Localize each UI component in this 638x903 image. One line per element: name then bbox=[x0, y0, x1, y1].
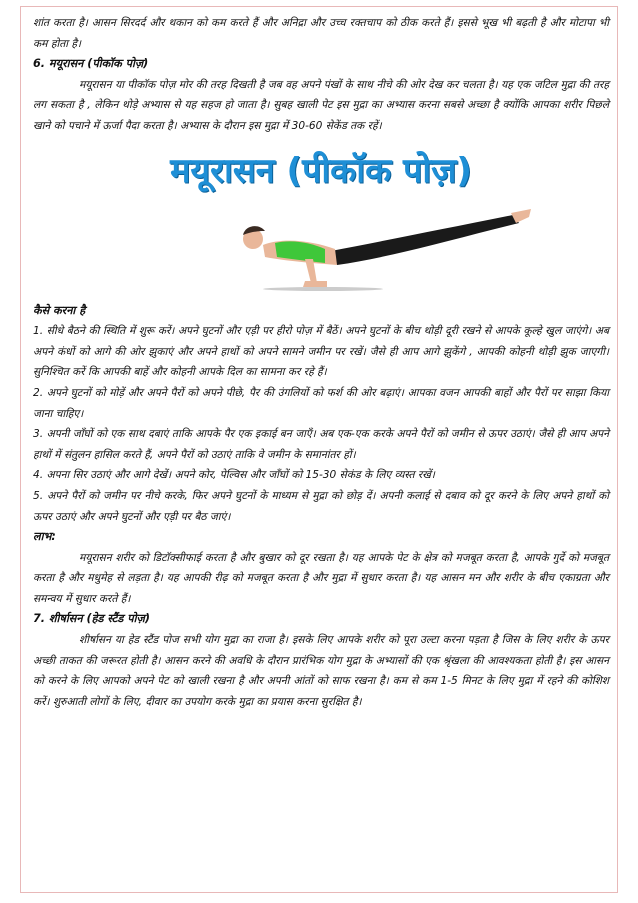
benefits-paragraph: मयूरासन शरीर को डिटॉक्सीफाई करता है और बुखार को दूर रखता है। यह आपके पेट के क्षेत्र को मजबूत करता है, आपके गुर्दे को मजबूत करता है और मधुमेह से लड़ता है। यह आपकी रीढ़ को मजबूत करता है और मुद्रा में सुधार करता है। यह आसन मन और शरीर के बीच एकाग्रता और समन्वय में सुधार करते हैं। bbox=[33, 551, 609, 605]
mayurasana-description: मयूरासन या पीकॉक पोज़ मोर की तरह दिखती है जब वह अपने पंखों के साथ नीचे की ओर देख कर चलता है। यह एक जटिल मुद्रा की तरह लग सकता है , लेकिन थोड़े अभ्यास से यह सहज हो जाता है। सुबह खाली पेट इस मुद्रा का अभ्यास करना सबसे अच्छा है क्योंकि आपका शरीर पिछले खाने को पचाने में ऊर्जा पैदा करता है। अभ्यास के दौरान इस मुद्रा में 30-60 सेकेंड तक रहें। bbox=[33, 78, 609, 132]
shirshasana-description: शीर्षासन या हेड स्टैंड पोज सभी योग मुद्रा का राजा है। इसके लिए आपके शरीर को पूरा उल्टा करना पड़ता है जिस के लिए शरीर के ऊपर अच्छी ताकत की जरूरत होती है। आसन करने की अवधि के दौरान प्रारंभिक योग मुद्रा के अभ्यासों की एक श्रृंखला की आवश्यकता होती है। इस आसन को करने के लिए आपको अपने पेट को खाली रखना है और अपनी आंतों को साफ रखना है। कम से कम 1-5 मिनट के लिए मुद्रा में रहने की कोशिश करें। शुरुआती लोगों के लिए, दीवार का उपयोग करके मुद्रा का प्रयास करना सुरक्षित है। bbox=[33, 634, 609, 708]
step-2: 2. अपने घुटनों को मोड़ें और अपने पैरों को अपने पीछे, पैर की उंगलियों को फर्श की ओर बढ़ाएं। आपका वजन आपकी बाहों और पैरों पर साझा किया जाना चाहिए। bbox=[33, 386, 609, 420]
shirshasana-heading: 7. शीर्षासन (हेड स्टैंड पोज़) bbox=[33, 612, 150, 626]
peacock-pose-illustration bbox=[213, 201, 533, 291]
benefits-heading: लाभ: bbox=[33, 530, 56, 544]
intro-paragraph: शांत करता है। आसन सिरदर्द और थकान को कम करते हैं और अनिद्रा और उच्च रक्तचाप को ठीक करते हैं। इससे भूख भी बढ़ती है और मोटापा भी कम होता है। bbox=[33, 17, 609, 50]
step-5: 5. अपने पैरों को जमीन पर नीचे करके, फिर अपने घुटनों के माध्यम से मुद्रा को छोड़ दें। अपनी कलाई से दबाव को दूर करने के लिए अपने हाथों को ऊपर उठाएं और अपने घुटनों और एड़ी पर बैठ जाएं। bbox=[33, 489, 609, 523]
step-4: 4. अपना सिर उठाएं और आगे देखें। अपने कोर, पेल्विस और जाँघों को 15-30 सेकंड के लिए व्यस्त रखें। bbox=[33, 469, 435, 482]
how-to-heading: कैसे करना है bbox=[33, 303, 86, 317]
document-page bbox=[20, 6, 618, 893]
figure-title: मयूरासन (पीकॉक पोज़) bbox=[170, 150, 472, 191]
step-1: 1. सीधे बैठने की स्थिति में शुरू करें। अपने घुटनों और एड़ी पर हीरो पोज़ में बैठें। अपने घुटनों के बीच थोड़ी दूरी रखने से आपके कूल्हे खुल जाएंगे। अब अपने कंधों को आगे की ओर झुकाएं और अपने हाथों को अपने सामने जमीन पर रखें। जैसे ही आप आगे झुकेंगे , आपकी कोहनी थोड़ी झुक जाएगी। सुनिश्चित करें कि आपकी बाहें और कोहनी आपके दिल का सामना कर रहे हैं। bbox=[33, 325, 609, 379]
mayurasana-heading: 6. मयूरासन (पीकॉक पोज़) bbox=[33, 57, 149, 71]
step-3: 3. अपनी जाँघों को एक साथ दबाएं ताकि आपके पैर एक इकाई बन जाएँ। अब एक-एक करके अपने पैरों को जमीन से ऊपर उठाएं। जैसे ही आप अपने हाथों में संतुलन हासिल करते हैं, अपने पैरों को उठाएं ताकि वे जमीन के समानांतर हों। bbox=[33, 428, 609, 461]
mayurasana-figure bbox=[33, 143, 609, 295]
